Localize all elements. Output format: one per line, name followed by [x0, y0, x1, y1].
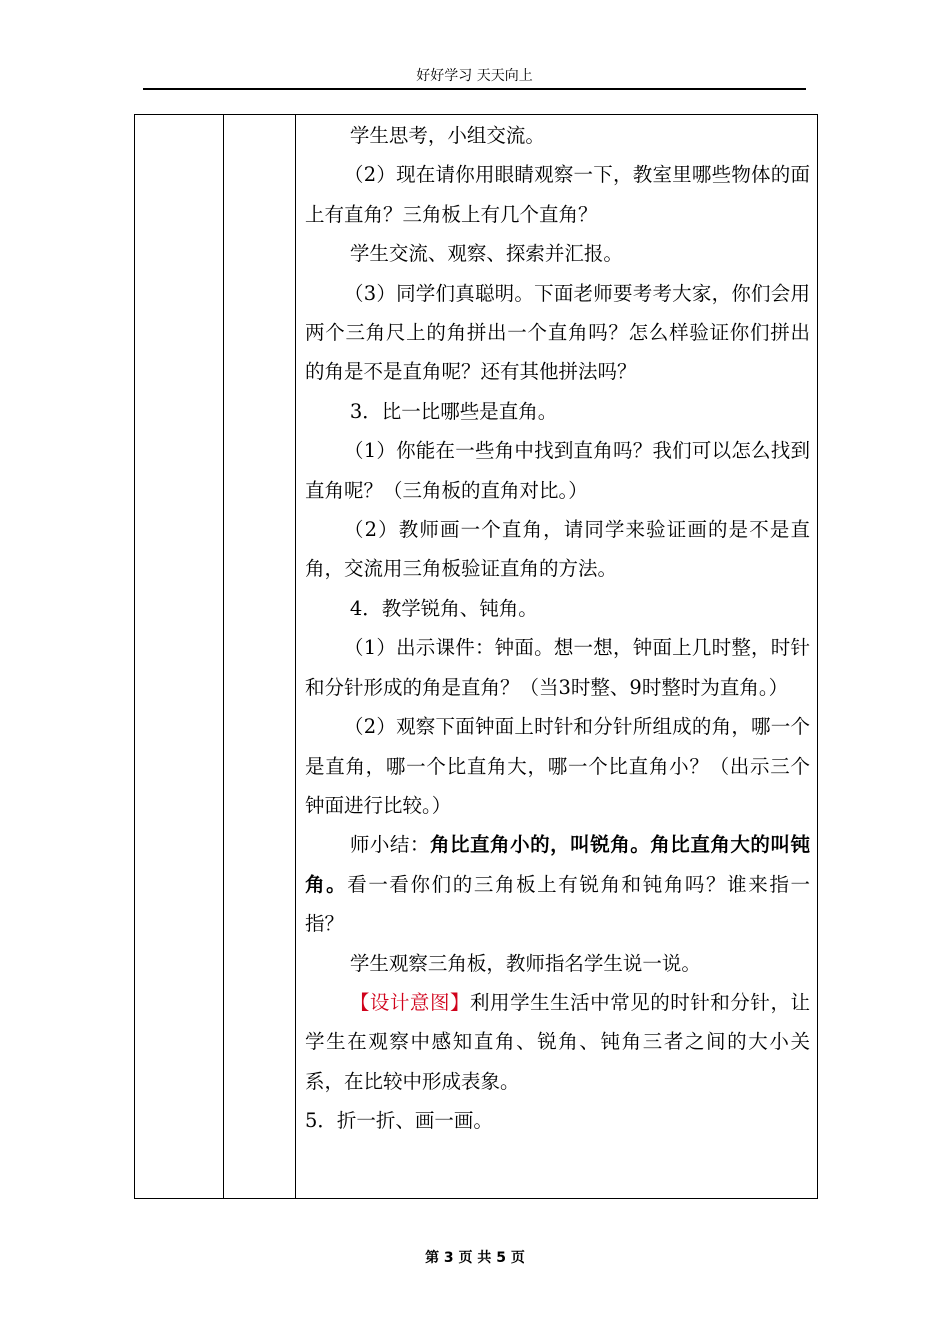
design-intent-paragraph: [305, 983, 810, 1101]
page-header: 好好学习 天天向上: [416, 68, 533, 84]
section-heading: 4．教学锐角、钝角。: [349, 596, 538, 620]
paragraph: 学生思考，小组交流。: [349, 124, 545, 147]
paragraph: （1）你能在一些角中找到直角吗？我们可以怎么找到直角呢？（三角板的直角对比。）: [305, 439, 810, 502]
paragraph: （2）观察下面钟面上时针和分针所组成的角，哪一个是直角，哪一个比直角大，哪一个比直角小？（出示三个钟面进行比较。）: [305, 715, 810, 817]
header-rule: [143, 88, 806, 90]
paragraph: （2）现在请你用眼睛观察一下，教室里哪些物体的面上有直角？三角板上有几个直角？: [305, 163, 810, 226]
design-intent-tag: 【设计意图】: [349, 990, 471, 1014]
paragraph: 学生交流、观察、探索并汇报。: [349, 242, 623, 266]
section-heading: 5．折一折、画一画。: [305, 1109, 493, 1133]
paragraph: 学生观察三角板，教师指名学生说一说。: [349, 951, 701, 975]
lesson-content: [305, 116, 810, 1141]
summary-definition: 角比直角小的，叫锐角。角比直角大的叫钝角。: [305, 833, 810, 896]
column-divider-2: [295, 115, 296, 1198]
summary-question: 看一看你们的三角板上有锐角和钝角吗？谁来指一指？: [305, 872, 810, 936]
paragraph: （3）同学们真聪明。下面老师要考考大家，你们会用两个三角尺上的角拼出一个直角吗？怎么样验证你们拼出的角是不是直角呢？还有其他拼法吗？: [305, 281, 810, 384]
summary-paragraph: [305, 825, 810, 943]
summary-prefix: 师小结：: [349, 833, 430, 857]
section-heading: 3．比一比哪些是直角。: [349, 399, 558, 423]
column-divider-1: [223, 115, 224, 1198]
paragraph: （2）教师画一个直角，请同学来验证画的是不是直角，交流用三角板验证直角的方法。: [305, 518, 810, 581]
paragraph: （1）出示课件：钟面。想一想，钟面上几时整，时针和分针形成的角是直角？（当3时整、9时整时为直角。）: [305, 636, 810, 699]
page-footer: 第 3 页 共 5 页: [425, 1250, 525, 1266]
design-intent-text: 利用学生生活中常见的时针和分针，让学生在观察中感知直角、锐角、钝角三者之间的大小关系，在比较中形成表象。: [305, 990, 810, 1093]
